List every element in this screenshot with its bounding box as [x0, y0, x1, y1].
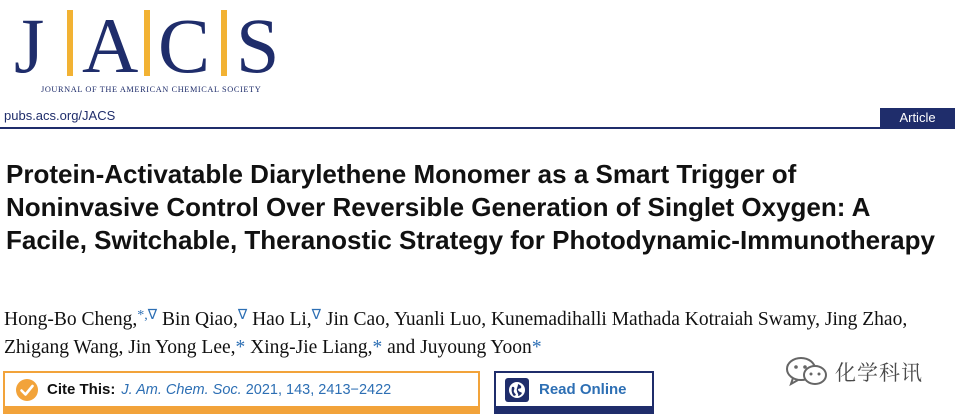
header-rule — [0, 127, 955, 129]
logo-letter: S — [236, 4, 280, 84]
cite-box-bar — [3, 406, 480, 414]
article-type-badge: Article — [880, 108, 955, 128]
citation-journal: J. Am. Chem. Soc. — [121, 381, 242, 398]
author-name[interactable]: Xing-Jie Liang, — [250, 337, 373, 358]
author-marks: *,∇ — [137, 308, 158, 323]
citation-link[interactable] — [121, 382, 391, 398]
cite-label: Cite This: — [47, 381, 116, 398]
globe-icon — [505, 378, 529, 402]
logo-letter: J — [14, 4, 45, 84]
article-title: Protein-Activatable Diarylethene Monomer as a Smart Trigger of Noninvasive Control Over Reversible Generation of Singlet Oxygen: A Facile, Switchable, Theranostic Strategy for Photodynamic-Immunotherapy — [6, 159, 935, 255]
author-marks: * — [235, 337, 246, 358]
wechat-watermark — [785, 356, 923, 388]
cite-this-box[interactable] — [3, 371, 480, 408]
author-name[interactable]: Jin Cao, Yuanli Luo, Kunemadihalli Mathada Kotraiah Swamy, — [325, 309, 821, 330]
logo-letter: A — [82, 4, 139, 84]
author-marks: * — [531, 337, 542, 358]
journal-full-name: JOURNAL OF THE AMERICAN CHEMICAL SOCIETY — [41, 85, 262, 94]
author-marks: ∇ — [237, 308, 248, 323]
read-online-label: Read Online — [539, 381, 627, 398]
citation-details: 2021, 143, 2413−2422 — [245, 381, 392, 398]
author-name[interactable]: Hao Li, — [252, 309, 312, 330]
author-name[interactable]: Hong-Bo Cheng, — [4, 309, 138, 330]
wechat-icon — [785, 356, 829, 388]
read-online-button[interactable] — [494, 371, 654, 408]
author-marks: ∇ — [311, 308, 322, 323]
author-name[interactable]: Bin Qiao, — [162, 309, 238, 330]
watermark-label: 化学科讯 — [835, 362, 923, 385]
journal-url-link[interactable]: pubs.acs.org/JACS — [4, 108, 116, 123]
author-marks: * — [372, 337, 383, 358]
author-name[interactable]: Jing Zhao, Zhigang Wang, Jin Yong Lee, — [4, 309, 908, 358]
author-list — [4, 302, 949, 362]
read-online-bar — [494, 406, 654, 414]
check-circle-icon — [15, 378, 39, 402]
author-name[interactable]: and Juyoung Yoon — [387, 337, 532, 358]
logo-letter: C — [158, 4, 211, 84]
